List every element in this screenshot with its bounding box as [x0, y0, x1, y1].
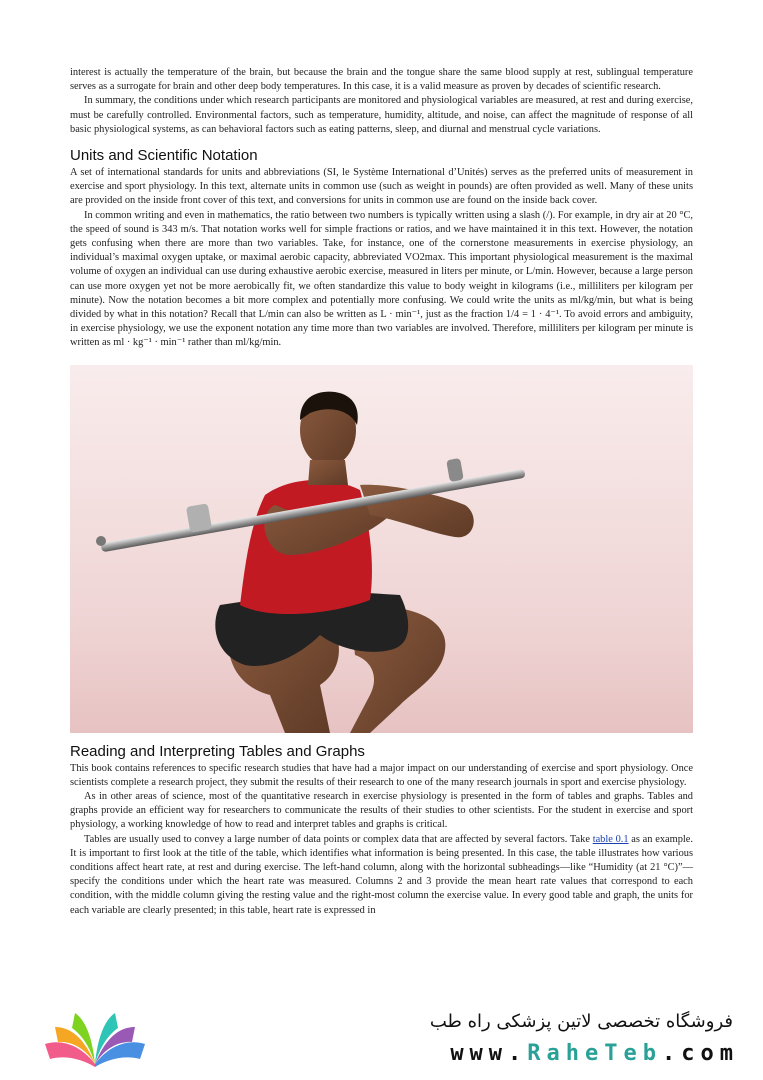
shop-name: فروشگاه تخصصی لاتین پزشکی راه طب: [429, 1011, 733, 1032]
section-heading-units: Units and Scientific Notation: [70, 147, 258, 165]
url-brand: RaheTeb: [527, 1041, 663, 1066]
paragraph: As in other areas of science, most of the quantitative research in exercise physiology is presented in the form of tables and graphs. Tables and graphs provide an efficient way for researchers to communicate the results of their studies to other scientists. For the student in exercise and sport physiology, a working knowledge of how to read and interpret tables and graphs is critical.: [70, 791, 693, 831]
paragraph: [70, 833, 693, 918]
shop-footer: [0, 995, 763, 1080]
paragraph: In common writing and even in mathematics, the ratio between two numbers is typically written using a slash (/). For example, in dry air at 20 °C, the speed of sound is 343 m/s. That notation works well for simple fractions or ratios, and we have maintained it in this text. However, the notation gets confusing when there are more than two variables. Take, for instance, one of the cornerstone measurements in exercise physiology, an individual’s maximal oxygen uptake, or maximal aerobic capacity, abbreviated VO2max. This important physiological measurement is the maximal volume of oxygen an individual can use during exhaustive aerobic exercise, measured in liters per minute, or L/min. However, because a large person can use more oxygen yet not be more aerobically fit, we often standardize this value to body weight in kilograms (i.e., milliliters per kilogram per minute). Now the notation becomes a bit more complex and potentially more confusing. We could write the units as ml/kg/min, but what is being divided by what in this notation? Recall that L/min can also be written as L · min⁻¹, just as the fraction 1/4 = 1 · 4⁻¹. To avoid errors and ambiguity, in exercise physiology, we use the exponent notation any time more than two variables are involved. Therefore, milliliters per kilogram per minute is written as ml · kg⁻¹ · min⁻¹ rather than ml/kg/min.: [70, 209, 693, 349]
section-heading-tables-graphs: Reading and Interpreting Tables and Graphs: [70, 742, 365, 760]
page-content: [70, 66, 693, 918]
paragraph: interest is actually the temperature of the brain, but because the brain and the tongue share the same blood supply at rest, sublingual temperature serves as a surrogate for brain and other deep body temperatures. In this case, it is a valid measure as proven by decades of scientific research.: [70, 67, 693, 93]
url-suffix: .com: [662, 1041, 739, 1066]
shop-url[interactable]: [450, 1041, 739, 1066]
url-prefix: www.: [450, 1041, 528, 1066]
open-book-logo-icon: [40, 1009, 150, 1071]
paragraph: A set of international standards for units and abbreviations (SI, le Système International d’Unités) serves as the preferred units of measurement in exercise and sport physiology. In this text, alternate units in common use (such as weight in pounds) are often provided as well. Many of these units are provided on the inside front cover of this text, and conversions for units in common use are found on the inside back cover.: [70, 167, 693, 207]
table-0-1-link[interactable]: table 0.1: [592, 833, 629, 845]
bottom-fade: [0, 945, 763, 1000]
paragraph: This book contains references to specific research studies that have had a major impact on our understanding of exercise and sport physiology. Once scientists complete a research project, they submit the results of their research to one of the many research journals in sport and exercise physiology.: [70, 762, 693, 788]
paragraph-text: Tables are usually used to convey a large number of data points or complex data that are affected by several factors. Take: [84, 833, 593, 845]
athlete-front-squat-illustration: [70, 365, 693, 733]
paragraph-text: as an example. It is important to first look at the title of the table, which identifies what information is being presented. In this case, the table illustrates how various conditions affect heart rate, at rest and during exercise. The left-hand column, along with the horizontal subheadings—like “Humidity (at 21 °C)”—specify the conditions under which the heart rate was measured. Columns 2 and 3 provide the mean heart rate values that correspond to each condition, with the middle column giving the resting value and the right-most column the exercise value. In every good table and graph, the units for each variable are clearly presented; in this table, heart rate is expressed in: [70, 833, 694, 916]
squat-photo: [70, 365, 693, 733]
paragraph: In summary, the conditions under which research participants are monitored and physiological variables are measured, at rest and during exercise, must be carefully controlled. Environmental factors, such as temperature, humidity, altitude, and noise, can affect the magnitude of response of all basic physiological systems, as can behavioral factors such as eating patterns, sleep, and diurnal and menstrual cycle variations.: [70, 95, 693, 135]
